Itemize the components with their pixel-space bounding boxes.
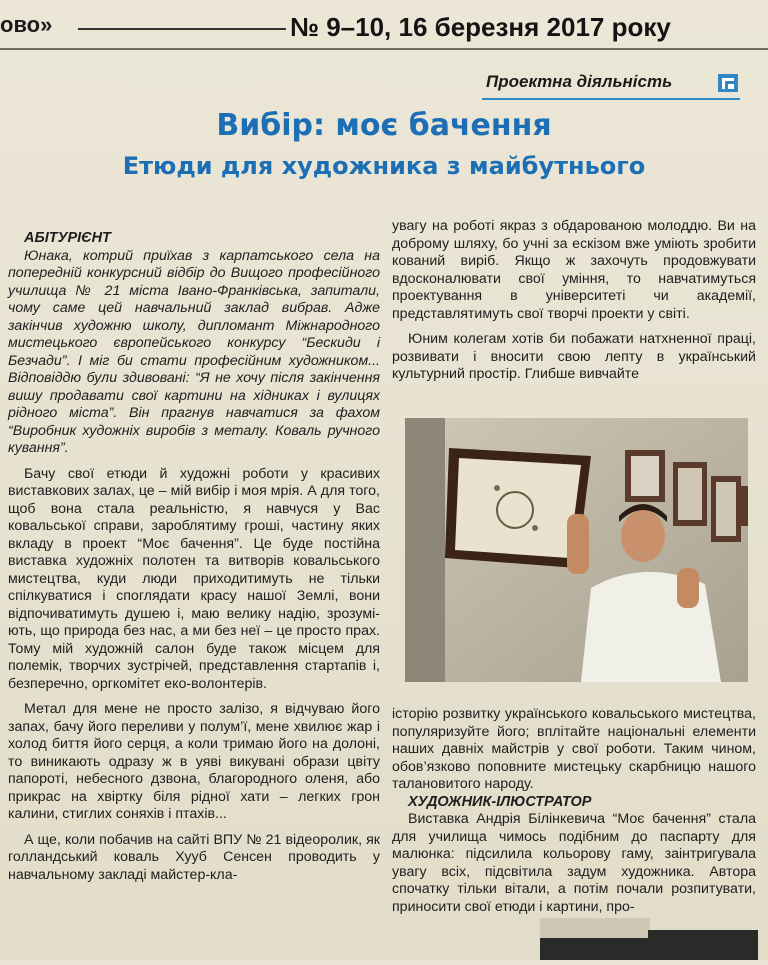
article-subtitle: Етюди для художника з майбутнього (122, 152, 646, 180)
masthead (0, 4, 768, 44)
paragraph-talented-youth: увагу на роботі якраз з обдарованою молоддю. Ви на доброму шляху, бо учні за ескізом вже уміють зробити кований виріб. Якщо ж захочуть продовжувати вдосконалювати свої уміння, то навчатимуться проектування в університеті чи академії, представлятимуть свої творчі проекти у світі. (392, 218, 756, 322)
section-logo-icon (718, 74, 738, 92)
paper-name-fragment: ово» (0, 12, 53, 37)
photo-illustration (405, 418, 748, 682)
section-label: Проектна діяльність (486, 72, 673, 91)
issue-date: № 9–10, 16 березня 2017 року (290, 12, 671, 42)
bottom-photo-illustration (540, 918, 650, 960)
section-heading-applicant: АБІТУРІЄНТ (24, 230, 111, 246)
paragraph-exhibition: Виставка Андрія Білінкевича “Моє бачення” стала для училища чимось подібним до паспарту для малюнка: підсилила кольорову гаму, заінтригувала увагу всіх, підсвітила задум художника. Автора спочатку тільки вітали, а потім почали розпитувати, приносити свої етюди і картини, про- (392, 811, 756, 915)
section-heading-illustrator: ХУДОЖНИК-ІЛЮСТРАТОР (408, 793, 592, 810)
right-column-top (392, 218, 756, 384)
bottom-photo-dark (648, 930, 758, 960)
paragraph-history: історію розвитку українського ковальського мистецтва, популяризуйте його; вплітайте національні елементи наших давніх майстрів у свої роботи. Таким чином, обов’язково поповните мистецьку скарбницю нашого талановитого народу. (392, 706, 756, 792)
paragraph-dream: Бачу свої етюди й художні роботи у красивих виставкових залах, це – мій вибір і моя мрія. А для того, щоб вона стала реальністю, я навчуся у Вас ковальської справи, зароблятиму гроші, частину яких вкладу в проект “Моє бачення”. Це буде постійна виставка художніх полотен та витворів ковальського мистецтва, куди люди приходитимуть не тільки спілкуватися і споглядати красу нашої Землі, вони відпочиватимуть душею і, маю велику надію, зрозумі-ють, що природа без нас, а ми без неї – це просто прах. Тому мій художній салон буде також місцем для полемік, творчих зустрічей, представлення стартапів і, безперечно, оргкомітет еко-волонтерів. (8, 465, 380, 692)
paragraph-metal: Метал для мене не просто залізо, я відчуваю його запах, бачу його переливи у полум’ї, мене хвилює жар і холод биття його серця, а коли тримаю його на долоні, то виникають одразу ж в уяві викувані образи цвіту папороті, небесного дзвона, благородного оленя, або прикрас на хвіртку біля рідної хати – легких грон калини, стиглих соняхів і птахів... (8, 701, 380, 822)
paragraph-wishes: Юним колегам хотів би побажати натхненної праці, розвивати і вносити свою лепту в український культурний простір. Глибше вивчайте (392, 331, 756, 382)
section-rule (482, 98, 740, 100)
left-column (8, 230, 380, 884)
bottom-photo-fragment (540, 918, 650, 960)
paragraph-intro: Юнака, котрий приїхав з карпатського села на попередній конкурсний відбір до Вищого професійного училища № 21 міста Івано-Франківська, запитали, чому саме цей навчальний заклад вибрав. Адже закінчив художню школу, дипломант Міжнародного мистецького європейського конкурсу “Бескиди і Безчади”. І міг би стати професійним художником... Відповіддю були здивовані: “Я не хочу після закінчення вишу продавати свої картини на хідниках і вулицях рідного міста”. Він прагнув навчатися за фахом “Виробник художніх виробів з металу. Коваль ручного кування”. (8, 247, 380, 456)
right-column-bottom (392, 706, 756, 916)
masthead-rule (0, 48, 768, 50)
article-photo-young-man-with-painting (405, 418, 748, 682)
masthead-decorative-line (78, 28, 286, 30)
paragraph-video: А ще, коли побачив на сайті ВПУ № 21 відеоролик, як голландський коваль Хууб Сенсен проводить у навчальному закладі майстер-кла- (8, 831, 380, 883)
article-title: Вибір: моє бачення (216, 108, 552, 143)
